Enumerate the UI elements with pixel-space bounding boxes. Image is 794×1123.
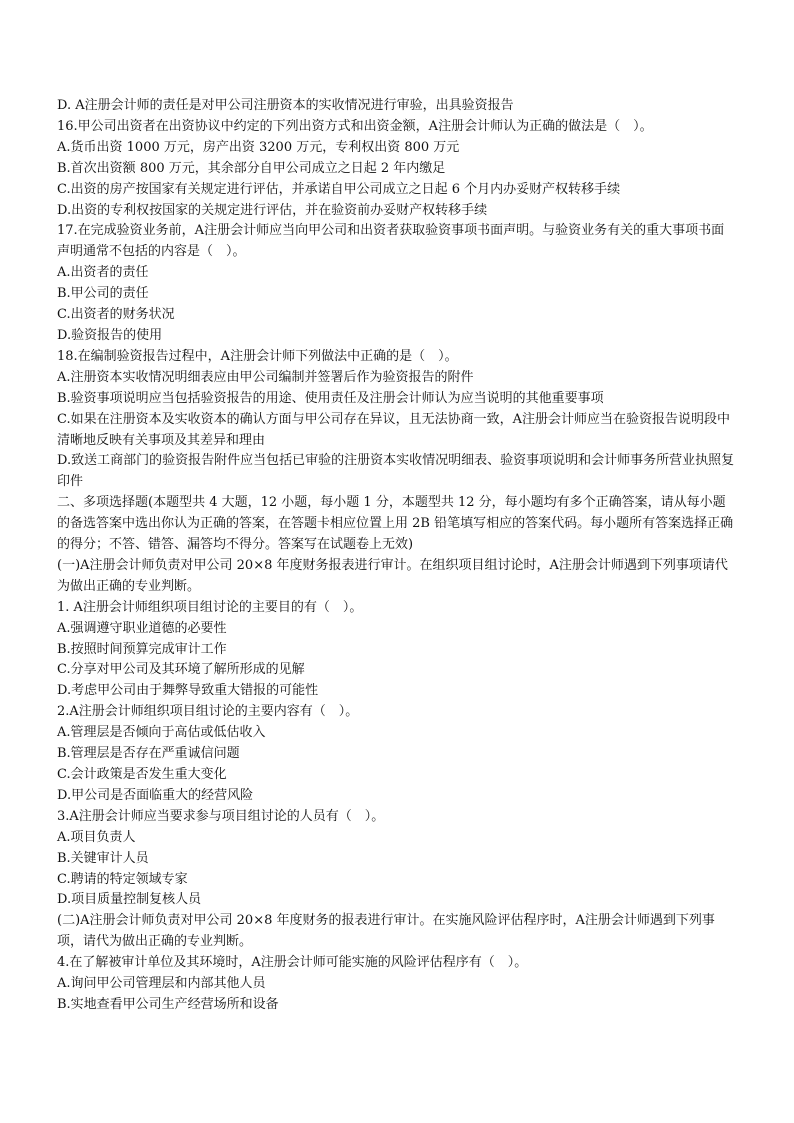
question-2: 2.A注册会计师组织项目组讨论的主要内容有（ ）。 <box>57 704 359 720</box>
option-b: B.甲公司的责任 <box>57 286 149 302</box>
section-heading-multiple-choice: 二、多项选择题(本题型共 4 大题，12 小题，每小题 1 分，本题型共 12 分，每小题均有多个正确答案，请从每小题的备选答案中选出你认为正确的答案，在答题卡相应位置上用 2B 铅笔填写相应的答案代码。每小题所有答案选择正确的得分；不答、错答、漏答均不得分。答案写在试题卷上无效) <box>57 495 734 553</box>
option-b: B.验资事项说明应当包括验资报告的用途、使用责任及注册会计师认为应当说明的其他重要事项 <box>57 390 604 406</box>
option-d: D.项目质量控制复核人员 <box>57 892 202 908</box>
option-a: A.注册资本实收情况明细表应由甲公司编制并签署后作为验资报告的附件 <box>57 369 474 385</box>
case-intro-1: (一)A注册会计师负责对甲公司 20×8 年度财务报表进行审计。在组织项目组讨论时，A注册会计师遇到下列事项请代为做出正确的专业判断。 <box>57 557 728 594</box>
text-line: D. A注册会计师的责任是对甲公司注册资本的实收情况进行审验，出具验资报告 <box>57 98 514 113</box>
option-b: B.首次出资额 800 万元，其余部分自甲公司成立之日起 2 年内缴足 <box>57 160 446 176</box>
option-d: D.出资的专利权按国家的关规定进行评估，并在验资前办妥财产权转移手续 <box>57 202 488 218</box>
question-16: 16.甲公司出资者在出资协议中约定的下列出资方式和出资金额，A注册会计师认为正确的做法是（ ）。 <box>57 118 653 134</box>
option-a: A.出资者的责任 <box>57 265 149 281</box>
option-a: A.强调遵守职业道德的必要性 <box>57 620 227 636</box>
option-b: B.管理层是否存在严重诚信问题 <box>57 746 240 762</box>
document-page <box>57 96 737 1016</box>
option-a: A.管理层是否倾向于高估或低估收入 <box>57 725 266 741</box>
option-d: D.考虑甲公司由于舞弊导致重大错报的可能性 <box>57 683 319 699</box>
case-intro-2: (二)A注册会计师负责对甲公司 20×8 年度财务的报表进行审计。在实施风险评估程序时，A注册会计师遇到下列事项，请代为做出正确的专业判断。 <box>57 913 715 950</box>
option-b: B.实地查看甲公司生产经营场所和设备 <box>57 996 279 1012</box>
option-b: B.按照时间预算完成审计工作 <box>57 641 227 657</box>
option-d: D.甲公司是否面临重大的经营风险 <box>57 787 254 803</box>
option-c: C.出资者的财务状况 <box>57 307 175 323</box>
option-a: A.项目负责人 <box>57 829 136 845</box>
option-c: C.分享对甲公司及其环境了解所形成的见解 <box>57 662 305 678</box>
option-c: C.会计政策是否发生重大变化 <box>57 767 227 782</box>
option-c: C.如果在注册资本及实收资本的确认方面与甲公司存在异议，且无法协商一致，A注册会计师应当在验资报告说明段中清晰地反映有关事项及其差异和理由 <box>57 411 731 448</box>
option-c: C.出资的房产按国家有关规定进行评估，并承诺自甲公司成立之日起 6 个月内办妥财产权转移手续 <box>57 181 621 197</box>
option-b: B.关键审计人员 <box>57 850 149 866</box>
option-a: A.询问甲公司管理层和内部其他人员 <box>57 976 266 992</box>
question-4: 4.在了解被审计单位及其环境时，A注册会计师可能实施的风险评估程序有（ ）。 <box>57 955 528 971</box>
question-18: 18.在编制验资报告过程中，A注册会计师下列做法中正确的是（ ）。 <box>57 348 458 364</box>
option-a: A.货币出资 1000 万元，房产出资 3200 万元，专利权出资 800 万元 <box>57 139 460 155</box>
option-d: D.致送工商部门的验资报告附件应当包括已审验的注册资本实收情况明细表、验资事项说明和会计师事务所营业执照复印件 <box>57 453 735 490</box>
question-3: 3.A注册会计师应当要求参与项目组讨论的人员有（ ）。 <box>57 808 385 824</box>
option-d: D.验资报告的使用 <box>57 327 163 343</box>
question-17: 17.在完成验资业务前，A注册会计师应当向甲公司和出资者获取验资事项书面声明。与验资业务有关的重大事项书面声明通常不包括的内容是（ ）。 <box>57 223 725 260</box>
option-c: C.聘请的特定领域专家 <box>57 871 188 887</box>
question-1: 1. A注册会计师组织项目组讨论的主要目的有（ ）。 <box>57 599 363 615</box>
